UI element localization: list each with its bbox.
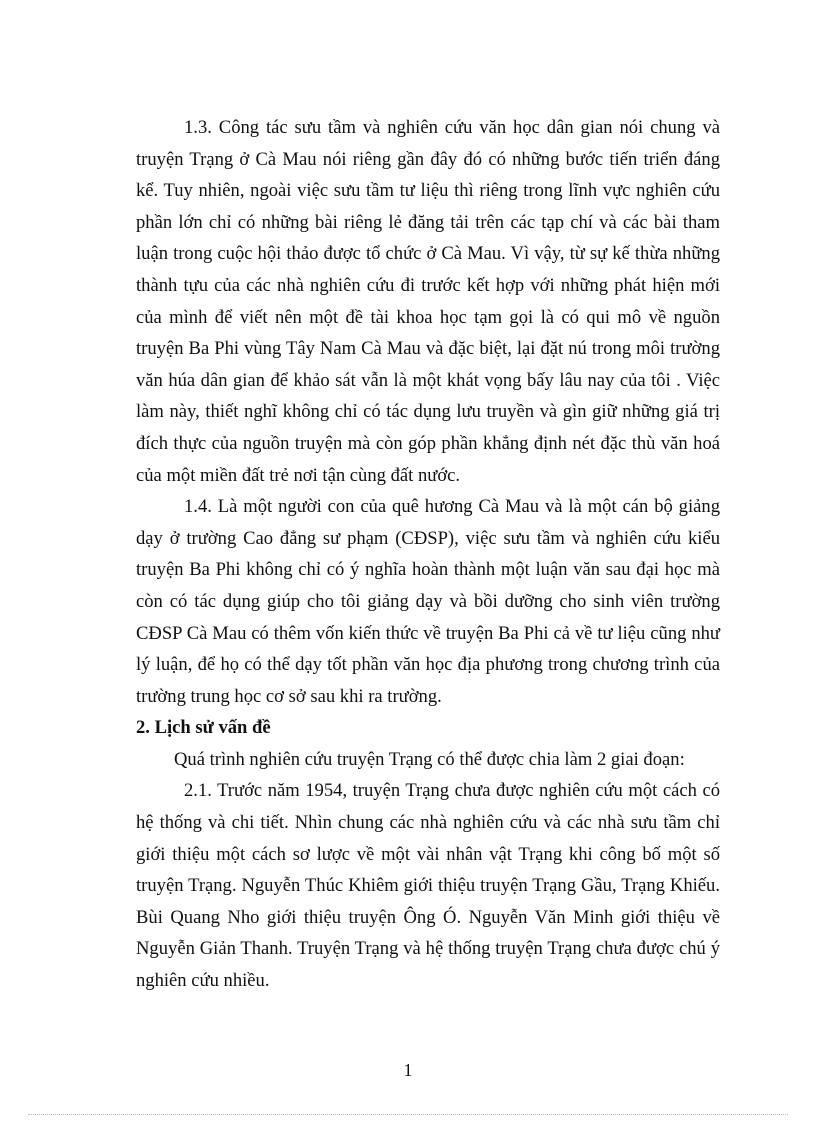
section-intro: Quá trình nghiên cứu truyện Trạng có thể được chia làm 2 giai đoạn: bbox=[174, 748, 685, 770]
section-heading: 2. Lịch sử vấn đề bbox=[136, 717, 271, 739]
paragraph-2-1: 2.1. Trước năm 1954, truyện Trạng chưa được nghiên cứu một cách có hệ thống và chi tiết. Nhìn chung các nhà nghiên cứu và các nhà sưu tầm chỉ giới thiệu một cách sơ lược về một vài nhân vật Trạng khi công bố một số truyện Trạng. Nguyễn Thúc Khiêm giới thiệu truyện Trạng Gầu, Trạng Khiếu. Bùi Quang Nho giới thiệu truyện Ông Ó. Nguyễn Văn Minh giới thiệu về Nguyễn Giản Thanh. Truyện Trạng và hệ thống truyện Trạng chưa được chú ý nghiên cứu nhiều. bbox=[136, 780, 720, 992]
paragraph-1-3: 1.3. Công tác sưu tầm và nghiên cứu văn học dân gian nói chung và truyện Trạng ở Cà Mau nói riêng gần đây đó có những bước tiến triển đáng kể. Tuy nhiên, ngoài việc sưu tầm tư liệu thì riêng trong lĩnh vực nghiên cứu phần lớn chỉ có những bài riêng lẻ đăng tải trên các tạp chí và các bài tham luận trong cuộc hội thảo được tổ chức ở Cà Mau. Vì vậy, từ sự kế thừa những thành tựu của các nhà nghiên cứu đi trước kết hợp với những phát hiện mới của mình để viết nên một đề tài khoa học tạm gọi là có qui mô về nguồn truyện Ba Phi vùng Tây Nam Cà Mau và đặc biệt, lại đặt nú trong môi trường văn húa dân gian để khảo sát vẫn là một khát vọng bấy lâu nay của tôi . Việc làm này, thiết nghĩ không chỉ có tác dụng lưu truyền và gìn giữ những giá trị đích thực của nguồn truyện mà còn góp phần khẳng định nét đặc thù văn hoá của một miền đất trẻ nơi tận cùng đất nước. bbox=[136, 117, 720, 486]
footer-divider bbox=[28, 1114, 788, 1115]
page-number: 1 bbox=[403, 1060, 413, 1080]
document-body bbox=[136, 112, 720, 997]
paragraph-1-4: 1.4. Là một người con của quê hương Cà Mau và là một cán bộ giảng dạy ở trường Cao đẳng sư phạm (CĐSP), việc sưu tầm và nghiên cứu kiểu truyện Ba Phi không chỉ có ý nghĩa hoàn thành một luận văn sau đại học mà còn có tác dụng giúp cho tôi giảng dạy và bồi dưỡng cho sinh viên trường CĐSP Cà Mau có thêm vốn kiến thức về truyện Ba Phi cả về tư liệu cũng như lý luận, để họ có thể dạy tốt phần văn học địa phương trong chương trình của trường trung học cơ sở sau khi ra trường. bbox=[136, 496, 720, 707]
